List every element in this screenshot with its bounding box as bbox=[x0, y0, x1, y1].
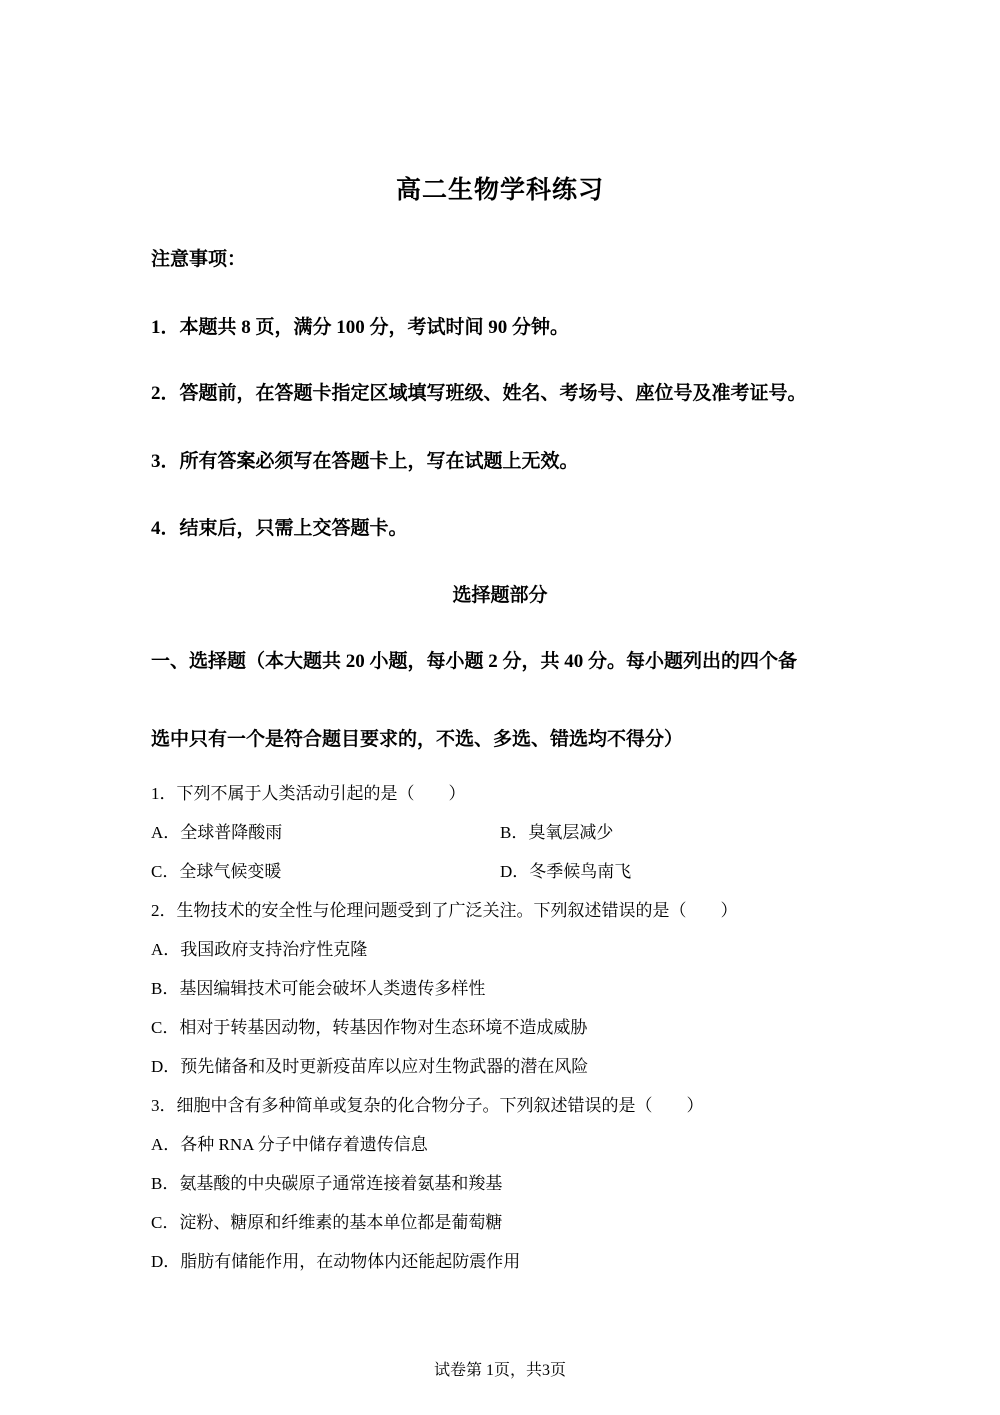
notice-item-1: 1．本题共 8 页，满分 100 分，考试时间 90 分钟。 bbox=[151, 317, 570, 338]
question-3-stem: 3．细胞中含有多种简单或复杂的化合物分子。下列叙述错误的是（ ） bbox=[151, 1096, 704, 1115]
question-1-option-b: B．臭氧层减少 bbox=[500, 823, 614, 842]
question-2-option-d: D．预先储备和及时更新疫苗库以应对生物武器的潜在风险 bbox=[151, 1057, 589, 1076]
section-instruction-line-1: 一、选择题（本大题共 20 小题，每小题 2 分，共 40 分。每小题列出的四个备 bbox=[151, 651, 798, 672]
question-2-option-a: A．我国政府支持治疗性克隆 bbox=[151, 940, 368, 959]
notice-item-4: 4．结束后，只需上交答题卡。 bbox=[151, 518, 408, 539]
question-3-option-c: C．淀粉、糖原和纤维素的基本单位都是葡萄糖 bbox=[151, 1213, 503, 1232]
question-1-option-d: D．冬季候鸟南飞 bbox=[500, 862, 632, 881]
question-1-option-a: A．全球普降酸雨 bbox=[151, 823, 283, 842]
question-1-option-c: C．全球气候变暖 bbox=[151, 862, 282, 881]
question-3-option-d: D．脂肪有储能作用，在动物体内还能起防震作用 bbox=[151, 1252, 521, 1271]
notice-item-2: 2．答题前，在答题卡指定区域填写班级、姓名、考场号、座位号及准考证号。 bbox=[151, 383, 807, 404]
question-2-stem: 2．生物技术的安全性与伦理问题受到了广泛关注。下列叙述错误的是（ ） bbox=[151, 901, 738, 920]
section-instruction-line-2: 选中只有一个是符合题目要求的，不选、多选、错选均不得分） bbox=[151, 729, 684, 750]
question-3-option-a: A．各种 RNA 分子中储存着遗传信息 bbox=[151, 1135, 428, 1154]
notice-heading: 注意事项： bbox=[151, 249, 247, 270]
page-footer: 试卷第 1页，共3页 bbox=[433, 1362, 566, 1379]
question-3-option-b: B．氨基酸的中央碳原子通常连接着氨基和羧基 bbox=[151, 1174, 503, 1193]
section-title: 选择题部分 bbox=[452, 585, 548, 606]
page-title: 高二生物学科练习 bbox=[395, 177, 604, 204]
question-2-option-b: B．基因编辑技术可能会破坏人类遗传多样性 bbox=[151, 979, 486, 998]
question-2-option-c: C．相对于转基因动物，转基因作物对生态环境不造成威胁 bbox=[151, 1018, 588, 1037]
notice-item-3: 3．所有答案必须写在答题卡上，写在试题上无效。 bbox=[151, 451, 579, 472]
question-1-stem: 1．下列不属于人类活动引起的是（ ） bbox=[151, 784, 466, 803]
